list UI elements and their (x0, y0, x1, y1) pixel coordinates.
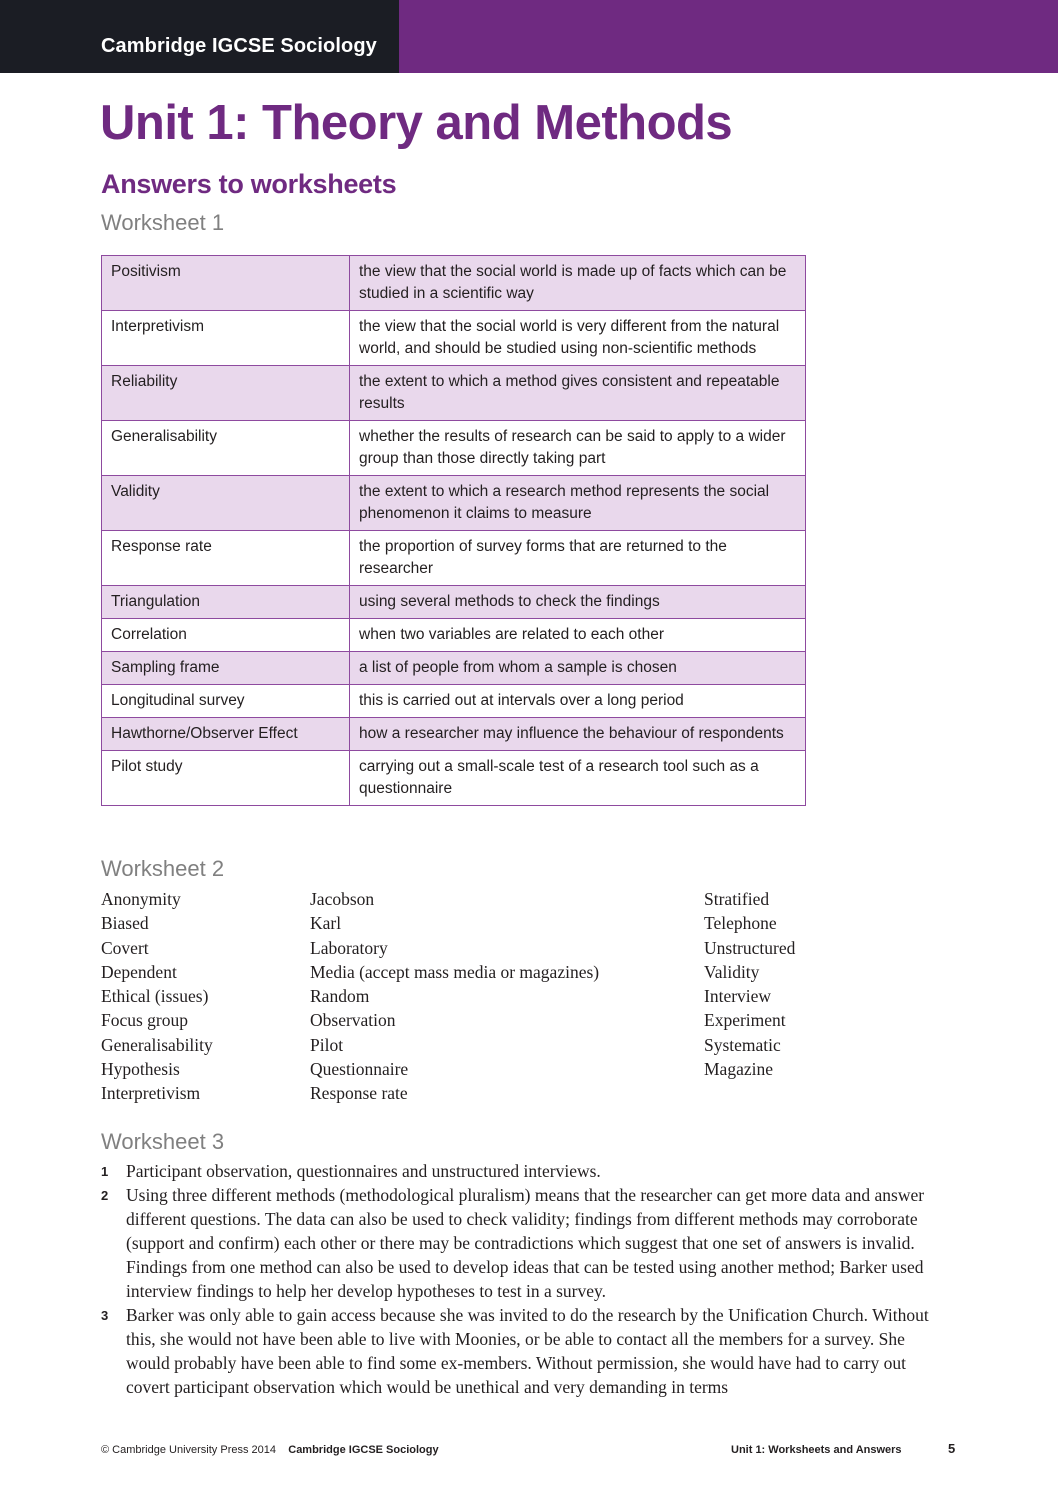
header-accent-block (399, 0, 1058, 73)
header-title: Cambridge IGCSE Sociology (101, 35, 377, 57)
word-list-item: Dependent (101, 961, 177, 982)
answer-item (101, 1159, 951, 1183)
word-list-item: Observation (310, 1010, 396, 1031)
word-list-item: Interview (704, 986, 772, 1007)
word-list-item: Ethical (issues) (101, 986, 209, 1007)
term-cell: Correlation (102, 619, 350, 652)
word-list-item: Systematic (704, 1034, 781, 1055)
word-list-column-2 (310, 887, 599, 1106)
table-row (102, 421, 806, 476)
term-cell: Pilot study (102, 751, 350, 806)
word-list-item: Pilot (310, 1034, 344, 1055)
term-cell: Generalisability (102, 421, 350, 476)
word-list-item: Biased (101, 913, 149, 934)
word-list-item: Response rate (310, 1083, 408, 1104)
table-row (102, 652, 806, 685)
word-list-item: Laboratory (310, 937, 388, 958)
answer-text: Using three different methods (methodological pluralism) means that the researcher can get more data and answer different questions. The data can also be used to check validity; findings from different methods may corroborate (support and confirm) each other or there may be contradictions which suggest that one set of answers is invalid. Findings from one method can also be used to develop ideas that can be tested using another method; Barker used interview findings to help her develop hypotheses to test in a survey. (126, 1185, 925, 1301)
definition-cell: whether the results of research can be said to apply to a wider group than those directly taking part (350, 421, 806, 476)
answer-text: Barker was only able to gain access because she was invited to do the research by the Unification Church. Without this, she would not have been able to live with Moonies, or be able to contact all the members for a survey. She would probably have been able to find some ex-members. Without permission, she would have had to carry out covert participant observation which would be unethical and very demanding in terms (126, 1305, 929, 1397)
answer-item (101, 1303, 951, 1399)
answer-text: Participant observation, questionnaires and unstructured interviews. (126, 1161, 601, 1181)
word-list-item: Questionnaire (310, 1059, 409, 1080)
table-row (102, 751, 806, 806)
table-row (102, 476, 806, 531)
definition-cell: a list of people from whom a sample is chosen (350, 652, 806, 685)
word-list-item: Karl (310, 913, 342, 934)
footer-copyright: © Cambridge University Press 2014 (101, 1444, 277, 1456)
term-cell: Triangulation (102, 586, 350, 619)
table-row (102, 685, 806, 718)
word-list-column-1 (101, 887, 213, 1106)
definition-cell: the extent to which a method gives consistent and repeatable results (350, 366, 806, 421)
answer-number: 2 (101, 1188, 109, 1203)
definition-cell: when two variables are related to each other (350, 619, 806, 652)
word-list-item: Telephone (704, 913, 777, 934)
word-list-item: Random (310, 986, 370, 1007)
worksheet3-heading: Worksheet 3 (101, 1129, 225, 1154)
word-list-item: Interpretivism (101, 1083, 201, 1104)
word-list-item: Validity (704, 961, 760, 982)
worksheet2-heading: Worksheet 2 (101, 856, 225, 881)
term-cell: Response rate (102, 531, 350, 586)
table-row (102, 718, 806, 751)
definition-cell: using several methods to check the findings (350, 586, 806, 619)
header-bar (0, 0, 1058, 73)
word-list-item: Experiment (704, 1010, 786, 1031)
term-cell: Longitudinal survey (102, 685, 350, 718)
term-cell: Interpretivism (102, 311, 350, 366)
section-title: Answers to worksheets (101, 169, 397, 199)
word-list-item: Covert (101, 937, 149, 958)
footer-book-title: Cambridge IGCSE Sociology (288, 1444, 439, 1456)
worksheet3-answer-list (101, 1159, 951, 1399)
table-row (102, 366, 806, 421)
answer-number: 1 (101, 1164, 109, 1179)
term-cell: Validity (102, 476, 350, 531)
footer-unit: Unit 1: Worksheets and Answers (731, 1444, 902, 1456)
answer-item (101, 1183, 951, 1303)
word-list-item: Focus group (101, 1010, 189, 1031)
definition-cell: how a researcher may influence the behaviour of respondents (350, 718, 806, 751)
term-cell: Hawthorne/Observer Effect (102, 718, 350, 751)
definition-cell: this is carried out at intervals over a long period (350, 685, 806, 718)
term-cell: Sampling frame (102, 652, 350, 685)
worksheet1-heading: Worksheet 1 (101, 210, 225, 235)
footer-left (101, 1441, 439, 1459)
word-list-item: Hypothesis (101, 1059, 180, 1080)
glossary-table-body (102, 256, 806, 806)
page-number: 5 (948, 1441, 956, 1456)
word-list-item: Media (accept mass media or magazines) (310, 961, 600, 982)
definition-cell: carrying out a small-scale test of a research tool such as a questionnaire (350, 751, 806, 806)
word-list-item: Generalisability (101, 1034, 213, 1055)
term-cell: Reliability (102, 366, 350, 421)
definition-cell: the extent to which a research method represents the social phenomenon it claims to measure (350, 476, 806, 531)
answer-number: 3 (101, 1308, 109, 1323)
word-list-item: Magazine (704, 1059, 773, 1080)
definition-cell: the proportion of survey forms that are returned to the researcher (350, 531, 806, 586)
word-list-item: Jacobson (310, 889, 375, 909)
word-list-item: Unstructured (704, 937, 796, 958)
table-row (102, 586, 806, 619)
table-row (102, 531, 806, 586)
word-list-item: Stratified (704, 889, 770, 909)
definition-cell: the view that the social world is very different from the natural world, and should be studied using non-scientific methods (350, 311, 806, 366)
table-row (102, 311, 806, 366)
term-cell: Positivism (102, 256, 350, 311)
word-list-column-3 (704, 887, 795, 1081)
word-list-item: Anonymity (101, 889, 181, 909)
glossary-table (101, 255, 806, 806)
definition-cell: the view that the social world is made up of facts which can be studied in a scientific way (350, 256, 806, 311)
table-row (102, 256, 806, 311)
table-row (102, 619, 806, 652)
page-title: Unit 1: Theory and Methods (100, 96, 733, 150)
